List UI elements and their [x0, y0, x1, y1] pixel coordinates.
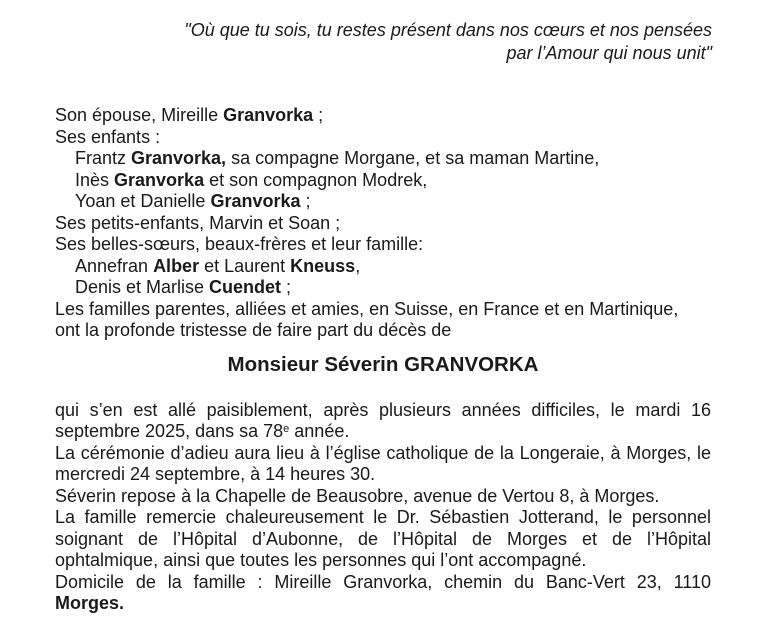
text-segment: La cérémonie d’adieu aura lieu à l’église catholique de la Longeraie, à Morges, le	[55, 442, 711, 463]
family-line	[55, 299, 711, 321]
text-segment: Granvorka	[210, 191, 301, 211]
announcement-content	[0, 105, 711, 615]
text-segment: Annefran	[75, 255, 154, 276]
text-segment: Son épouse, Mireille	[55, 105, 224, 125]
announcement-line	[55, 464, 711, 486]
text-segment: septembre 2025, dans sa 78	[55, 421, 284, 441]
announcement-line	[55, 486, 711, 508]
family-line	[55, 148, 711, 170]
text-segment: Kneuss	[290, 255, 356, 276]
text-segment: Cuendet	[209, 277, 282, 297]
text-segment: et son compagnon Modrek,	[204, 169, 428, 190]
text-segment: e	[283, 423, 290, 435]
text-segment: ;	[300, 191, 311, 211]
announcement-line	[55, 421, 711, 443]
text-segment: Inès	[75, 169, 115, 190]
announcement-line	[55, 400, 711, 422]
text-segment: Les familles parentes, alliées et amies, en Suisse, en France et en Martinique,	[55, 298, 679, 319]
text-segment: ;	[313, 105, 324, 125]
text-segment: mercredi 24 septembre, à 14 heures 30.	[55, 464, 376, 484]
text-segment: année.	[289, 421, 350, 441]
text-segment: Ses belles-sœurs, beaux-frères et leur famille:	[55, 234, 424, 254]
family-line	[55, 213, 711, 235]
text-segment: ophtalmique, ainsi que toutes les personnes qui l’ont accompagné.	[55, 550, 587, 570]
announcement-line	[55, 550, 711, 572]
family-line	[55, 234, 711, 256]
text-segment: Domicile de la famille : Mireille Granvorka, chemin du Banc-Vert 23, 1110	[55, 571, 711, 592]
announcement-line	[55, 507, 711, 529]
family-line	[55, 256, 711, 278]
family-list	[55, 105, 711, 342]
memorial-quote	[0, 0, 770, 65]
text-segment: Yoan et Danielle	[75, 191, 211, 211]
text-segment: sa compagne Morgane, et sa maman Martine,	[226, 148, 600, 168]
family-line	[55, 105, 711, 127]
text-segment: Ses enfants :	[55, 126, 161, 147]
text-segment: ,	[355, 255, 361, 276]
quote-line-1: "Où que tu sois, tu restes présent dans nos cœurs et nos pensées	[184, 20, 712, 40]
family-line	[55, 127, 711, 149]
text-segment: Morges.	[55, 593, 125, 613]
text-segment: Granvorka	[223, 105, 314, 125]
text-segment: Séverin repose à la Chapelle de Beausobre, avenue de Vertou 8, à Morges.	[55, 485, 660, 506]
text-segment: Denis et Marlise	[75, 277, 210, 297]
text-segment: Frantz	[75, 148, 132, 168]
announcement-line	[55, 572, 711, 594]
text-segment: Alber	[153, 255, 200, 276]
text-segment: La famille remercie chaleureusement le Dr. Sébastien Jotterand, le personnel	[55, 507, 711, 527]
text-segment: soignant de l’Hôpital d’Aubonne, de l’Hôpital de Morges et de l’Hôpital	[55, 528, 711, 549]
text-segment: qui s’en est allé paisiblement, après plusieurs années difficiles, le mardi 16	[55, 399, 711, 420]
family-line	[55, 320, 711, 342]
quote-line-2: par l’Amour qui nous unit"	[506, 43, 712, 63]
family-line	[55, 170, 711, 192]
deceased-name-title: Monsieur Séverin GRANVORKA	[227, 352, 539, 376]
family-line	[55, 277, 711, 299]
announcement-line	[55, 593, 711, 615]
announcement-line	[55, 529, 711, 551]
text-segment: et Laurent	[199, 255, 291, 276]
text-segment: ont la profonde tristesse de faire part du décès de	[55, 320, 452, 340]
text-segment: Ses petits-enfants, Marvin et Soan ;	[55, 212, 341, 233]
family-line	[55, 191, 711, 213]
text-segment: Granvorka,	[131, 148, 227, 168]
text-segment: ;	[281, 277, 292, 297]
text-segment: Granvorka	[114, 169, 205, 190]
announcement-body	[55, 400, 711, 615]
announcement-line	[55, 443, 711, 465]
